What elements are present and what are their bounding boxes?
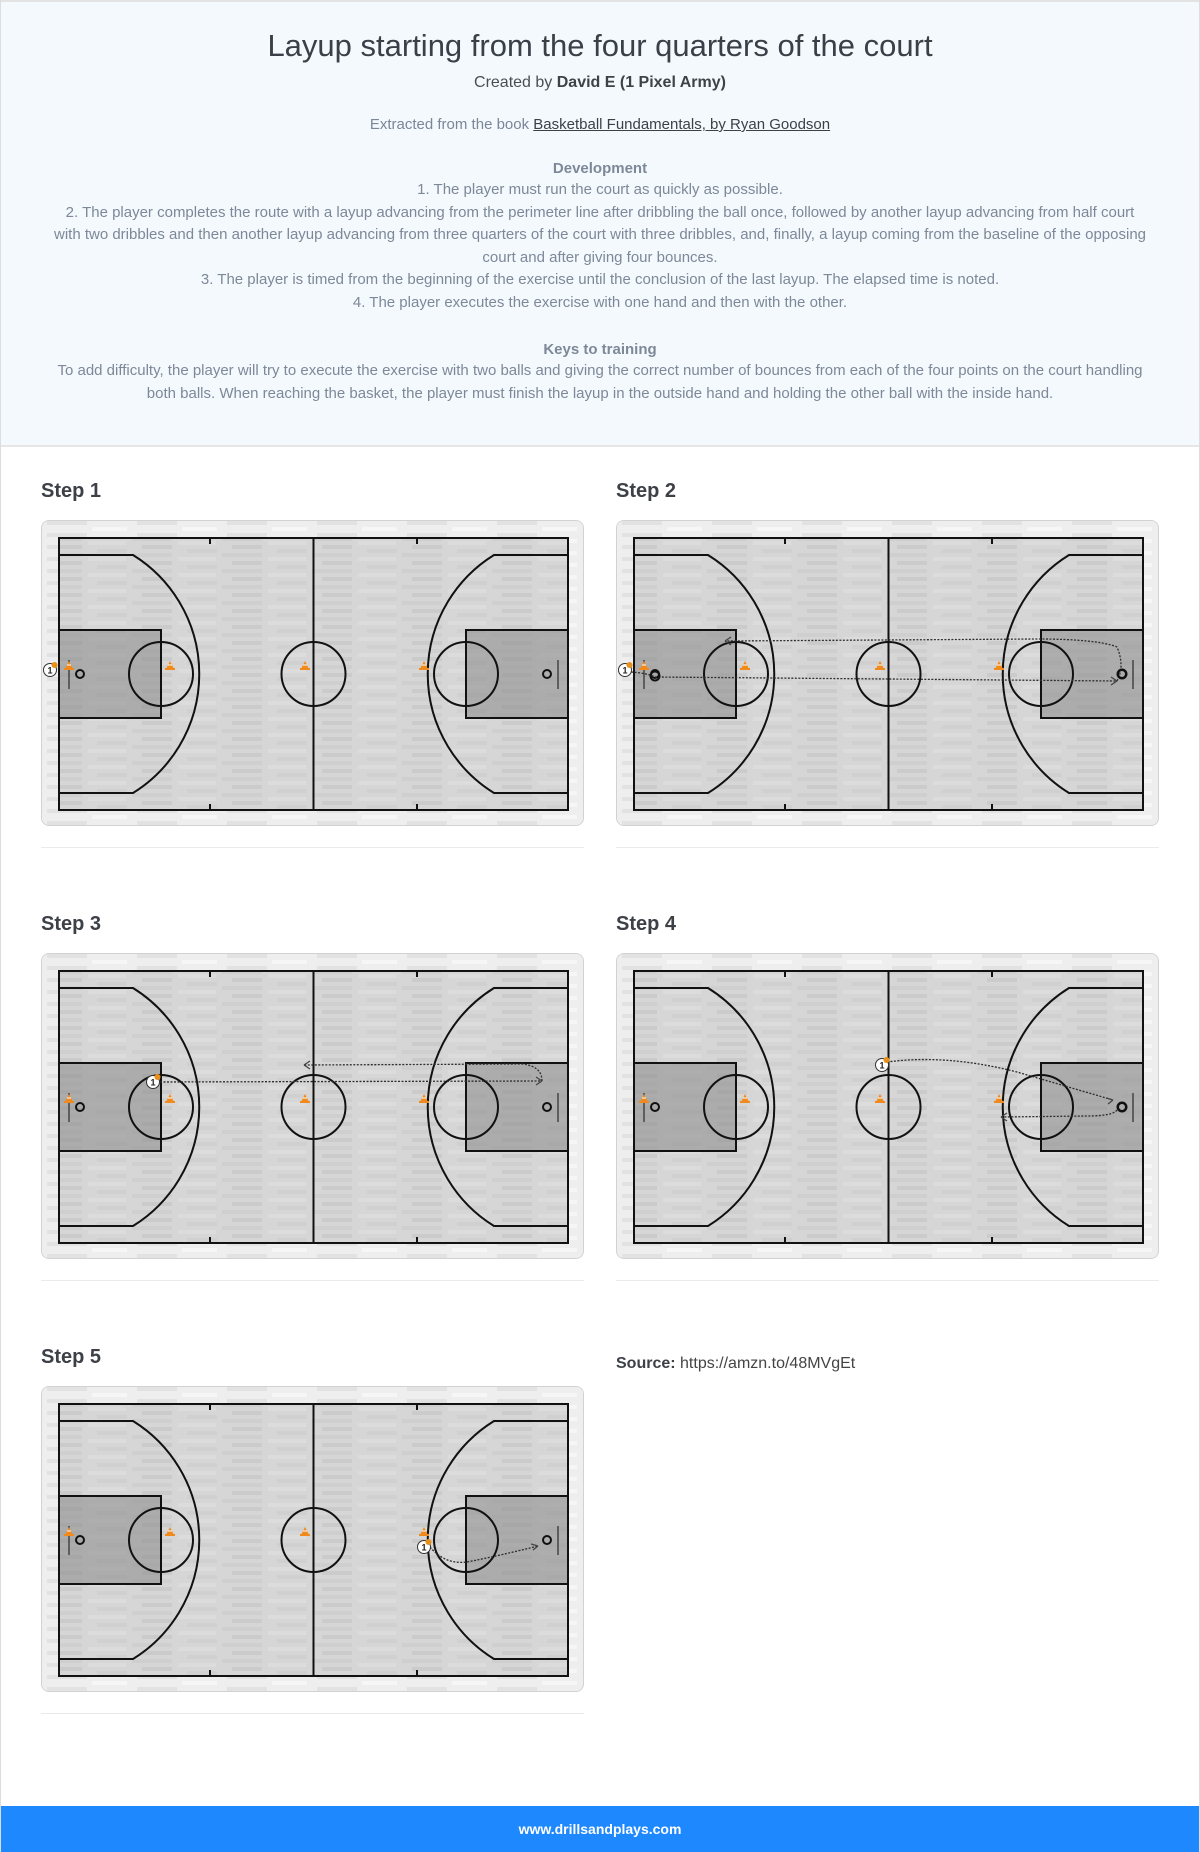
keys-heading: Keys to training <box>543 341 657 358</box>
court-diagram <box>41 1386 584 1692</box>
court-diagram <box>616 953 1159 1259</box>
step-2 <box>616 447 1159 880</box>
step-title: Step 5 <box>41 1346 102 1368</box>
page-title: Layup starting from the four quarters of the court <box>267 28 933 63</box>
divider <box>616 1280 1159 1281</box>
drill-header <box>1 0 1199 447</box>
created-by-prefix: Created by <box>474 74 553 91</box>
step-1 <box>41 447 584 880</box>
development-item: 2. The player completes the route with a layup advancing from the perimeter line after dribbling the ball once, followed by another layup advancing from half court with two dribbles and then another layup advancing from three quarters of the court with three dribbles, and, finally, a layup coming from the baseline of the opposing court and after giving four bounces. <box>53 203 1147 266</box>
court-diagram <box>41 953 584 1259</box>
site-footer <box>1 1806 1199 1852</box>
development-item: 3. The player is timed from the beginning of the exercise until the conclusion of the last layup. The elapsed time is noted. <box>200 271 1000 288</box>
development-list <box>51 179 1149 314</box>
divider <box>41 1713 584 1714</box>
step-3 <box>41 880 584 1313</box>
author-name: David E (1 Pixel Army) <box>556 74 726 91</box>
keys-text: To add difficulty, the player will try to execute the exercise with two balls and giving the correct number of bounces from each of the four points on the court handling both balls. When reaching the basket, the player must finish the layup in the outside hand and holding the other ball with the inside hand. <box>57 362 1143 402</box>
development-item: 1. The player must run the court as quickly as possible. <box>417 181 783 198</box>
source-block <box>616 1313 1159 1746</box>
divider <box>41 847 584 848</box>
divider <box>616 847 1159 848</box>
extracted-prefix: Extracted from the book <box>369 116 530 133</box>
step-title: Step 3 <box>41 913 102 935</box>
source-url[interactable]: https://amzn.to/48MVgEt <box>680 1355 856 1372</box>
step-title: Step 4 <box>616 913 677 935</box>
book-link[interactable]: Basketball Fundamentals, by Ryan Goodson <box>533 116 831 133</box>
development-heading: Development <box>552 160 648 177</box>
development-item: 4. The player executes the exercise with one hand and then with the other. <box>352 293 848 311</box>
divider <box>41 1280 584 1281</box>
footer-site-link[interactable]: www.drillsandplays.com <box>518 1821 682 1837</box>
step-4 <box>616 880 1159 1313</box>
court-diagram <box>41 520 584 826</box>
book-credit <box>51 116 1149 133</box>
source-line <box>616 1343 1159 1373</box>
step-title: Step 2 <box>616 480 677 502</box>
source-label: Source: <box>616 1355 676 1372</box>
steps-grid <box>1 447 1199 1746</box>
author-line <box>51 74 1149 92</box>
step-5 <box>41 1313 584 1746</box>
step-title: Step 1 <box>41 480 102 502</box>
court-diagram <box>616 520 1159 826</box>
